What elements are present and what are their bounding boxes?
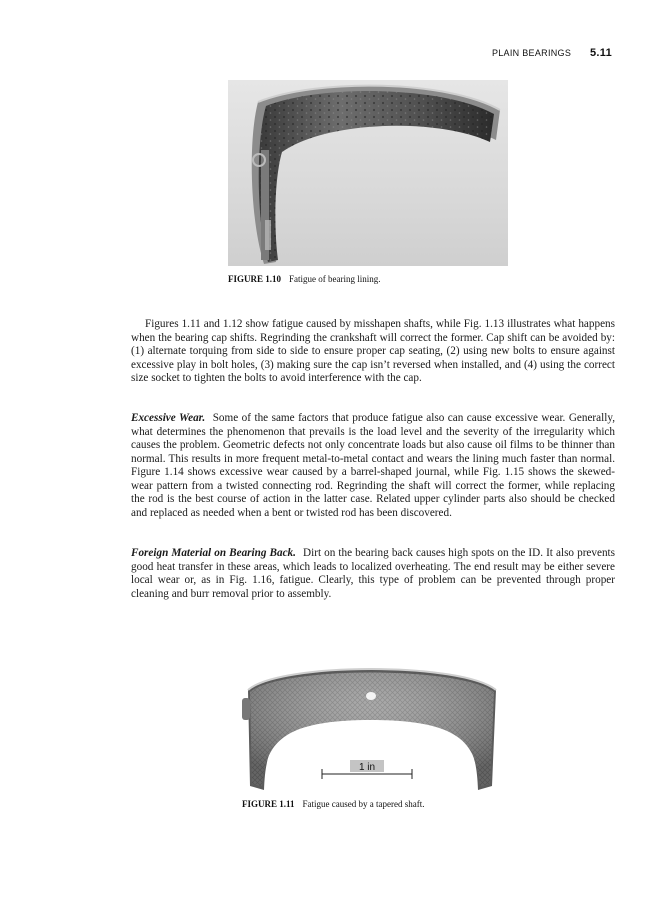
figure-1-11-caption xyxy=(242,799,424,809)
figure-1-10-caption xyxy=(228,274,381,284)
paragraph-body: Dirt on the bearing back causes high spots on the ID. It also prevents good heat transfer in these areas, which leads to localized overheating. The end result may be either severe local wear or, as in Fig. 1.16, fatigue. Clearly, this type of problem can be prevented through proper cleaning and burr removal prior to assembly. xyxy=(131,547,616,600)
paragraph-excessive-wear xyxy=(131,412,615,520)
run-in-heading: Foreign Material on Bearing Back. xyxy=(131,547,296,559)
paragraph-misshapen-shafts: Figures 1.11 and 1.12 show fatigue caused by misshapen shafts, while Fig. 1.13 illustrates what happens when the bearing cap shifts. Regrinding the crankshaft will correct the former. Cap shift can be avoided by: (1) alternate torquing from side to side to ensure proper cap seating, (2) using new bolts to ensure against excessive play in bolt holes, (3) making sure the cap isn’t reversed when installed, and (4) using the correct size socket to tighten the bolts to avoid interference with the cap. xyxy=(131,318,615,384)
running-header xyxy=(492,47,612,59)
page-number: 5.11 xyxy=(589,47,612,59)
figure-1-11-photo xyxy=(240,660,502,794)
figure-caption-text: Fatigue of bearing lining. xyxy=(289,274,381,284)
running-title: PLAIN BEARINGS xyxy=(491,48,572,58)
run-in-heading: Excessive Wear. xyxy=(131,412,206,424)
figure-1-10-photo xyxy=(228,80,508,266)
paragraph-foreign-material xyxy=(131,547,615,601)
paragraph-body: Some of the same factors that produce fatigue also can cause excessive wear. Generally, what determines the phenomenon that prevails is the load level and the severity of the irregularity which causes the problem. Geometric defects not only concentrate loads but also cause oil films to be thinner than normal. This results in more frequent metal-to-metal contact and wears the lining much faster than normal. Figure 1.14 shows excessive wear caused by a barrel-shaped journal, while Fig. 1.15 shows the skewed-wear pattern from a twisted connecting rod. Regrinding the shaft will correct the former, while replacing the rod is the best course of action in the latter case. Related upper cylinder parts also should be checked and replaced as needed when a bent or twisted rod has been discovered. xyxy=(131,412,615,519)
scale-bar-label: 1 in xyxy=(358,762,376,773)
bearing-shell-photo xyxy=(228,80,508,266)
figure-label: FIGURE 1.10 xyxy=(228,274,282,284)
figure-label: FIGURE 1.11 xyxy=(242,799,295,809)
tapered-shaft-bearing-photo xyxy=(240,660,502,794)
figure-caption-text: Fatigue caused by a tapered shaft. xyxy=(302,799,425,809)
